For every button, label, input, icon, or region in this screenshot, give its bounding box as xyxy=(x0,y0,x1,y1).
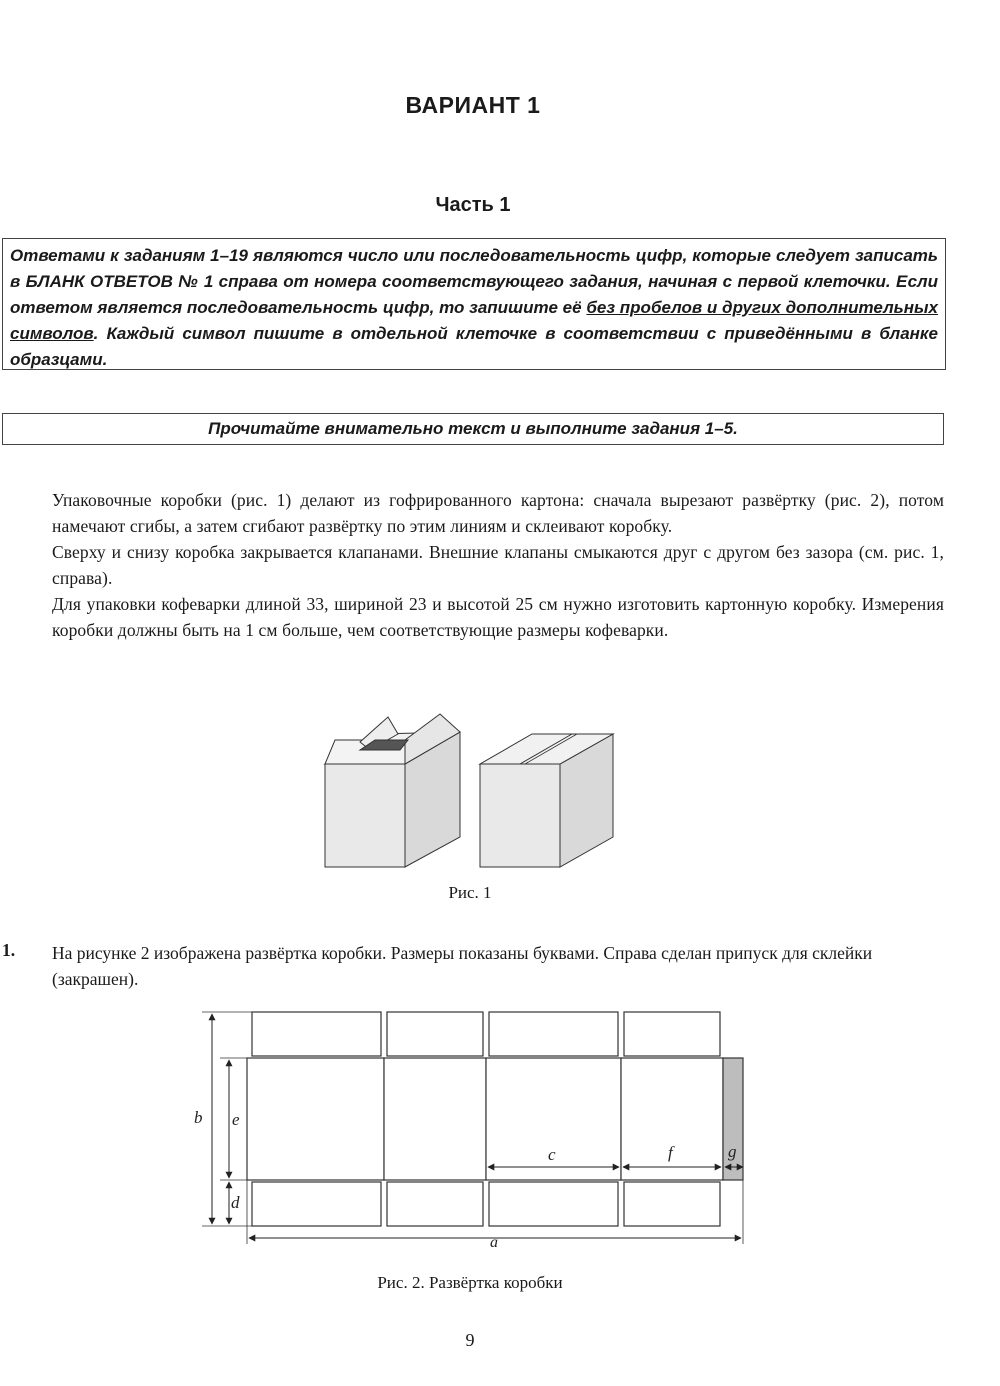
label-b: b xyxy=(194,1108,203,1127)
variant-title: ВАРИАНТ 1 xyxy=(405,92,541,118)
paragraph: Сверху и снизу коробка закрывается клапанами. Внешние клапаны смыкаются друг с другом без зазора (см. рис. 1, справа). xyxy=(52,542,944,588)
paragraph: Для упаковки кофеварки длиной 33, шириной 23 и высотой 25 см нужно изготовить картонную коробку. Измерения коробки должны быть на 1 см больше, чем соответствующие размеры кофеварки. xyxy=(52,594,944,640)
page-number: 9 xyxy=(465,1330,475,1350)
label-f: f xyxy=(668,1143,673,1162)
question-1-number: 1. xyxy=(2,940,16,960)
left-box-front xyxy=(325,764,405,867)
question-1-text: На рисунке 2 изображена развёртка коробки. Размеры показаны буквами. Справа сделан припуск для склейки (закрашен). xyxy=(52,943,873,989)
top-flap-3 xyxy=(489,1012,618,1056)
label-a: a xyxy=(490,1234,498,1249)
panel-1 xyxy=(247,1058,384,1180)
label-c: c xyxy=(548,1145,556,1164)
figure-1-caption: Рис. 1 xyxy=(448,883,492,902)
label-g: g xyxy=(728,1142,737,1161)
top-flap-2 xyxy=(387,1012,483,1056)
right-box-front xyxy=(480,764,560,867)
paragraph: Упаковочные коробки (рис. 1) делают из гофрированного картона: сначала вырезают развёртку (рис. 2), потом намечают сгибы, а затем сгибают развёртку по этим линиям и склеивают коробку. xyxy=(52,490,944,536)
figure-1-boxes xyxy=(320,712,620,872)
bottom-flap-1 xyxy=(252,1182,381,1226)
panel-2 xyxy=(384,1058,486,1180)
top-flap-4 xyxy=(624,1012,720,1056)
label-d: d xyxy=(231,1193,240,1212)
top-flap-1 xyxy=(252,1012,381,1056)
instructions-text-2: . Каждый символ пишите в отдельной клеточке в соответствии с приведёнными в бланке образцами. xyxy=(10,324,938,369)
intro-text xyxy=(52,487,944,643)
read-prompt-box: Прочитайте внимательно текст и выполните задания 1–5. xyxy=(2,413,944,445)
bottom-flap-4 xyxy=(624,1182,720,1226)
glue-flap xyxy=(723,1058,743,1180)
bottom-flap-2 xyxy=(387,1182,483,1226)
instructions-underlined: без пробелов и других дополнительных символов xyxy=(10,298,939,343)
bottom-flap-3 xyxy=(489,1182,618,1226)
label-e: e xyxy=(232,1110,240,1129)
part-title: Часть 1 xyxy=(435,194,511,216)
instructions-text-1: Ответами к заданиям 1–19 являются число или последовательность цифр, которые следует записать в БЛАНК ОТВЕТОВ № 1 справа от номера соответствующего задания, начиная с первой клеточки. Если ответом является последовательность цифр, то запишите её xyxy=(10,246,938,317)
figure-2-caption: Рис. 2. Развёртка коробки xyxy=(377,1273,563,1292)
instructions-box xyxy=(2,238,946,370)
figure-2-net xyxy=(190,1004,760,1249)
